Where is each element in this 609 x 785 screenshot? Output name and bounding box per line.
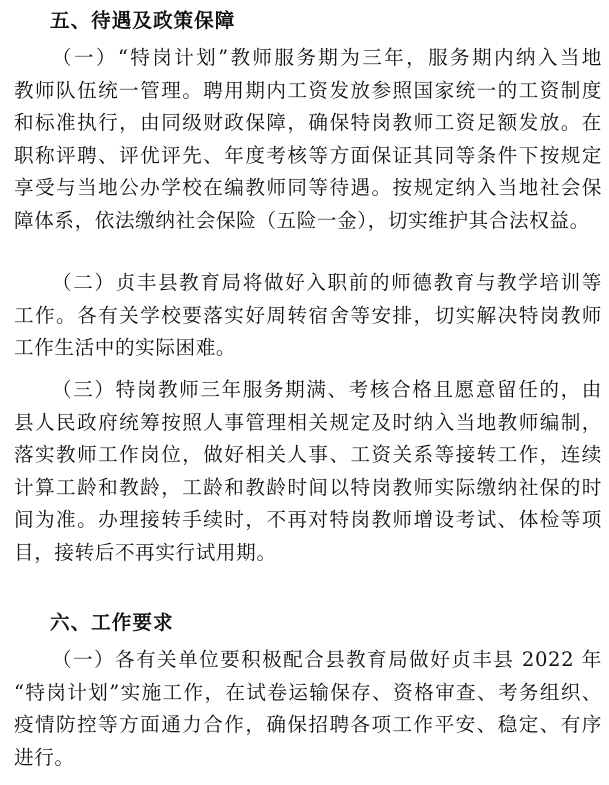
paragraph-line: 教师队伍统一管理。聘用期内工资发放参照国家统一的工资制度	[14, 78, 602, 102]
paragraph-line: （三）特岗教师三年服务期满、考核合格且愿意留任的，由	[52, 378, 602, 401]
paragraph-line: 计算工龄和教龄，工龄和教龄时间以特岗教师实际缴纳社保的时	[14, 475, 602, 499]
paragraph-requirements-1	[14, 644, 602, 774]
paragraph-benefits-1	[14, 42, 602, 237]
paragraph-line: （一）“特岗计划”教师服务期为三年，服务期内纳入当地	[52, 46, 602, 69]
paragraph-line: 障体系，依法缴纳社会保险（五险一金），切实维护其合法权益。	[14, 208, 590, 232]
paragraph-line: （二）贞丰县教育局将做好入职前的师德教育与教学培训等	[52, 271, 602, 294]
paragraph-line: 间为准。办理接转手续时，不再对特岗教师增设考试、体检等项	[14, 508, 602, 531]
paragraph-line: 享受与当地公办学校在编教师同等待遇。按规定纳入当地社会保	[14, 176, 602, 199]
paragraph-benefits-3	[14, 374, 602, 569]
paragraph-line: 工作。各有关学校要落实好周转宿舍等安排，切实解决特岗教师	[14, 303, 602, 327]
section-heading-requirements: 六、工作要求	[50, 611, 174, 634]
paragraph-line: 疫情防控等方面通力合作，确保招聘各项工作平安、稳定、有序	[14, 713, 602, 736]
paragraph-line: 落实教师工作岗位，做好相关人事、工资关系等接转工作，连续	[14, 443, 602, 466]
paragraph-line: （一）各有关单位要积极配合县教育局做好贞丰县 2022 年	[52, 648, 602, 671]
paragraph-line: 工作生活中的实际困难。	[14, 336, 237, 359]
paragraph-line: 县人民政府统筹按照人事管理相关规定及时纳入当地教师编制，	[14, 410, 602, 434]
paragraph-line: 目，接转后不再实行试用期。	[14, 540, 277, 564]
section-heading-benefits: 五、待遇及政策保障	[50, 9, 236, 32]
paragraph-line: “特岗计划”实施工作，在试卷运输保存、资格审查、考务组织、	[14, 680, 602, 704]
paragraph-line: 和标准执行，由同级财政保障，确保特岗教师工资足额发放。在	[14, 111, 602, 134]
paragraph-line: 职称评聘、评优评先、年度考核等方面保证其同等条件下按规定	[14, 143, 602, 167]
paragraph-line: 进行。	[14, 745, 75, 769]
paragraph-benefits-2	[14, 267, 602, 365]
